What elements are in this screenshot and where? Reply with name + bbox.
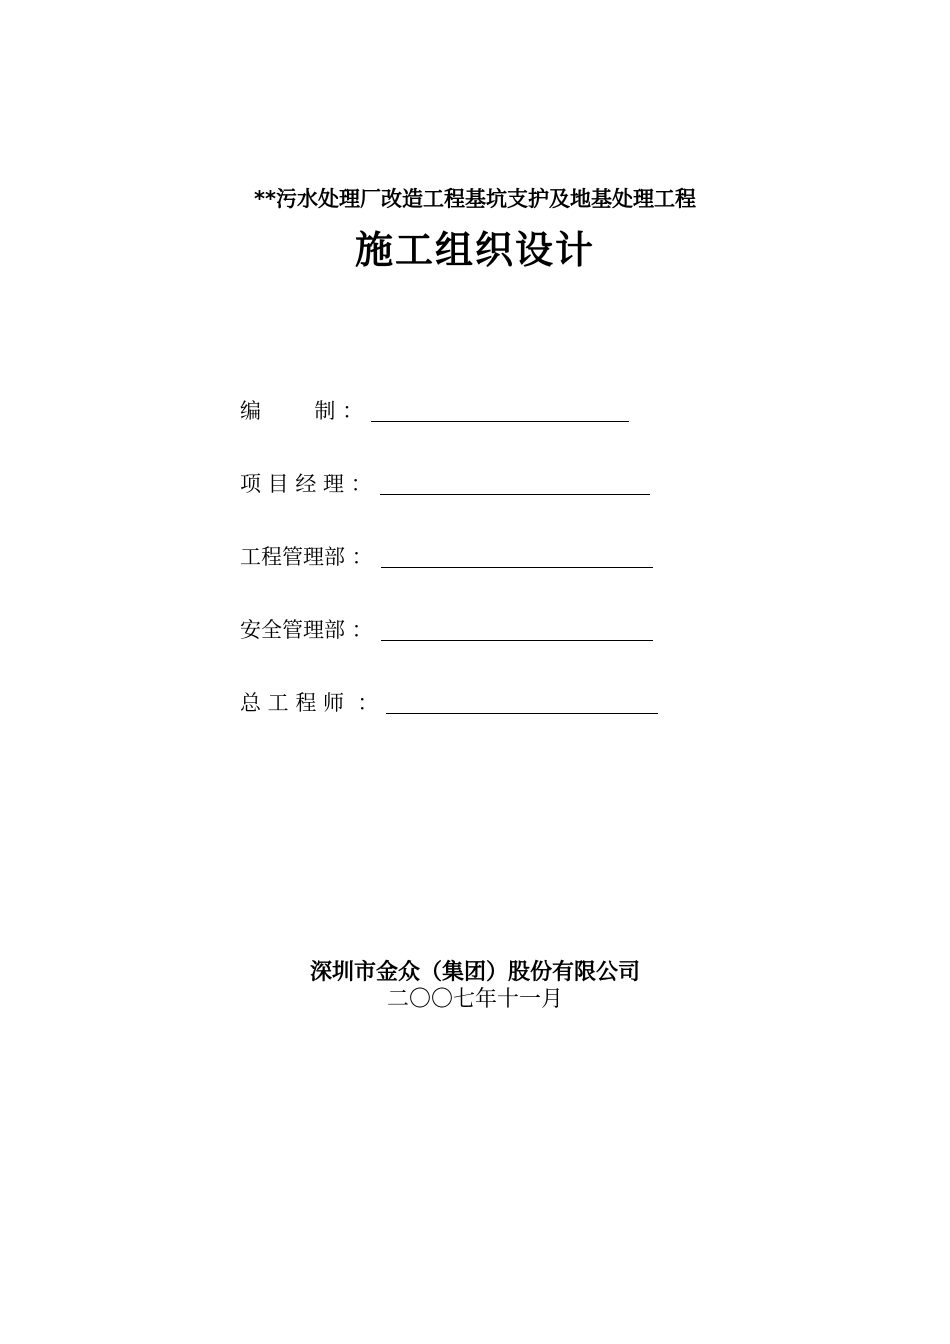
document-date: 二〇〇七年十一月	[386, 987, 563, 1012]
field-colon: ：	[345, 618, 373, 642]
field-project-manager	[240, 467, 650, 497]
signature-line[interactable]	[386, 712, 658, 714]
field-colon: ：	[345, 545, 373, 569]
field-label: 总 工 程 师	[240, 691, 345, 715]
project-subtitle: **污水处理厂改造工程基坑支护及地基处理工程	[254, 187, 696, 211]
signature-line[interactable]	[371, 420, 629, 422]
field-label: 项 目 经 理	[240, 472, 345, 496]
field-label: 安全管理部	[240, 618, 345, 642]
document-title: 施工组织设计	[354, 228, 595, 272]
field-colon: ：	[344, 691, 379, 715]
signature-line[interactable]	[381, 639, 653, 641]
signature-line[interactable]	[380, 493, 650, 495]
field-colon: ：	[335, 399, 364, 423]
signature-line[interactable]	[381, 566, 653, 568]
field-safety-dept	[240, 613, 653, 643]
field-chief-engineer	[240, 686, 658, 716]
field-label: 工程管理部	[240, 545, 345, 569]
company-name: 深圳市金众（集团）股份有限公司	[309, 960, 640, 985]
field-label: 编 制	[240, 399, 336, 423]
field-colon: ：	[344, 472, 372, 496]
field-compiler	[240, 394, 629, 424]
field-engineering-dept	[240, 540, 653, 570]
